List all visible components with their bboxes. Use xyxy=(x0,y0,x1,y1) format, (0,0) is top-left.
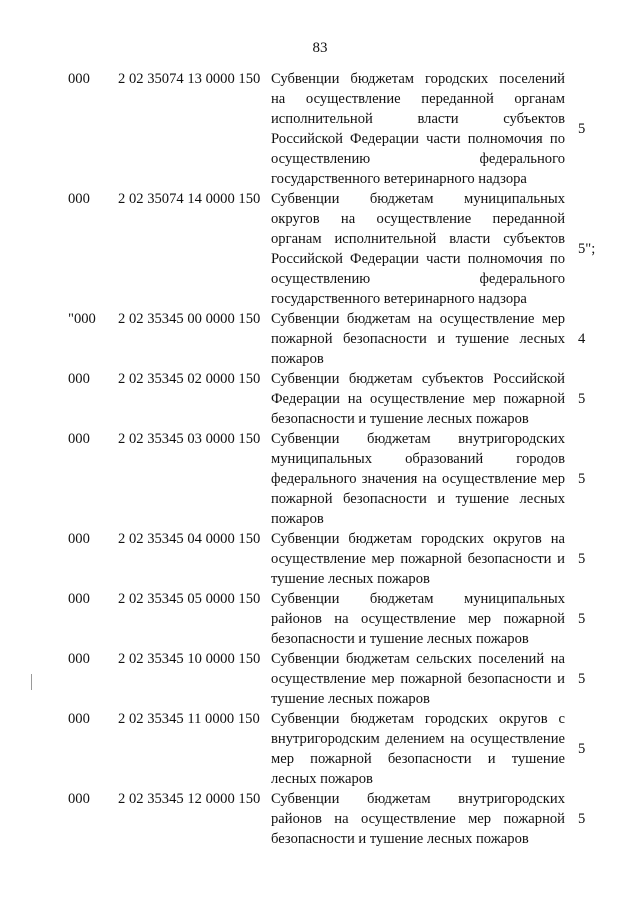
description-line: Субвенции бюджетам муниципальных xyxy=(271,191,565,207)
table-row xyxy=(0,789,640,849)
income-description xyxy=(271,309,565,369)
description-line: осуществление мер пожарной безопасности и xyxy=(271,551,565,567)
income-description xyxy=(271,589,565,649)
income-description xyxy=(271,709,565,789)
budget-classification-code: 2 02 35345 02 0000 150 xyxy=(118,371,261,387)
income-description xyxy=(271,69,565,189)
standard-value: 5"; xyxy=(578,241,596,257)
description-line: пожаров xyxy=(271,351,324,367)
description-line: тушение лесных пожаров xyxy=(271,691,430,707)
owner-code: 000 xyxy=(68,591,90,607)
owner-code: 000 xyxy=(68,711,90,727)
description-line: пожаров xyxy=(271,511,324,527)
description-line: Субвенции бюджетам городских поселений xyxy=(271,71,565,87)
owner-code: 000 xyxy=(68,531,90,547)
budget-classification-code: 2 02 35345 05 0000 150 xyxy=(118,591,261,607)
description-line: государственного ветеринарного надзора xyxy=(271,291,527,307)
income-description xyxy=(271,189,565,309)
description-line: Субвенции бюджетам сельских поселений на xyxy=(271,651,565,667)
table-row xyxy=(0,429,640,529)
table-row xyxy=(0,69,640,189)
description-line: органам исполнительной власти субъектов xyxy=(271,231,565,247)
owner-code: "000 xyxy=(68,311,96,327)
description-line: федерального значения на осуществление мер xyxy=(271,471,565,487)
income-description xyxy=(271,369,565,429)
description-line: Российской Федерации части полномочия по xyxy=(271,131,565,147)
table-row xyxy=(0,649,640,709)
description-line: безопасности и тушение лесных пожаров xyxy=(271,411,529,427)
income-description xyxy=(271,429,565,529)
table-row xyxy=(0,529,640,589)
description-line: исполнительной власти субъектов xyxy=(271,111,565,127)
table-row xyxy=(0,709,640,789)
standard-value: 5 xyxy=(578,811,586,827)
income-description xyxy=(271,789,565,849)
description-line: Субвенции бюджетам субъектов Российской xyxy=(271,371,565,387)
description-line: на осуществление переданной органам xyxy=(271,91,565,107)
description-line: государственного ветеринарного надзора xyxy=(271,171,527,187)
description-line: мер пожарной безопасности и тушение xyxy=(271,751,565,767)
standard-value: 5 xyxy=(578,391,586,407)
description-line: осуществлению федерального xyxy=(271,151,565,167)
description-line: Субвенции бюджетам внутригородских xyxy=(271,431,565,447)
description-line: Субвенции бюджетам городских округов на xyxy=(271,531,565,547)
budget-classification-code: 2 02 35345 03 0000 150 xyxy=(118,431,261,447)
page-number: 83 xyxy=(312,40,328,56)
description-line: Субвенции бюджетам на осуществление мер xyxy=(271,311,565,327)
description-line: лесных пожаров xyxy=(271,771,373,787)
description-line: Российской Федерации части полномочия по xyxy=(271,251,565,267)
budget-classification-code: 2 02 35345 10 0000 150 xyxy=(118,651,261,667)
standard-value: 4 xyxy=(578,331,586,347)
description-line: муниципальных образований городов xyxy=(271,451,565,467)
description-line: Субвенции бюджетам внутригородских xyxy=(271,791,565,807)
description-line: осуществлению федерального xyxy=(271,271,565,287)
description-line: районов на осуществление мер пожарной xyxy=(271,611,565,627)
budget-code-table xyxy=(0,69,640,849)
standard-value: 5 xyxy=(578,741,586,757)
table-row xyxy=(0,309,640,369)
description-line: Федерации на осуществление мер пожарной xyxy=(271,391,565,407)
budget-classification-code: 2 02 35074 13 0000 150 xyxy=(118,71,261,87)
description-line: осуществление мер пожарной безопасности и xyxy=(271,671,565,687)
standard-value: 5 xyxy=(578,671,586,687)
standard-value: 5 xyxy=(578,611,586,627)
description-line: безопасности и тушение лесных пожаров xyxy=(271,831,529,847)
standard-value: 5 xyxy=(578,121,586,137)
description-line: Субвенции бюджетам муниципальных xyxy=(271,591,565,607)
description-line: районов на осуществление мер пожарной xyxy=(271,811,565,827)
budget-classification-code: 2 02 35345 04 0000 150 xyxy=(118,531,261,547)
table-row xyxy=(0,189,640,309)
owner-code: 000 xyxy=(68,651,90,667)
standard-value: 5 xyxy=(578,471,586,487)
description-line: Субвенции бюджетам городских округов с xyxy=(271,711,565,727)
budget-classification-code: 2 02 35345 12 0000 150 xyxy=(118,791,261,807)
income-description xyxy=(271,649,565,709)
owner-code: 000 xyxy=(68,71,90,87)
table-row xyxy=(0,589,640,649)
owner-code: 000 xyxy=(68,191,90,207)
description-line: пожарной безопасности и тушение лесных xyxy=(271,331,565,347)
description-line: пожарной безопасности и тушение лесных xyxy=(271,491,565,507)
table-row xyxy=(0,369,640,429)
budget-classification-code: 2 02 35074 14 0000 150 xyxy=(118,191,261,207)
description-line: внутригородским делением на осуществление xyxy=(271,731,565,747)
income-description xyxy=(271,529,565,589)
owner-code: 000 xyxy=(68,791,90,807)
description-line: тушение лесных пожаров xyxy=(271,571,430,587)
description-line: округов на осуществление переданной xyxy=(271,211,565,227)
budget-classification-code: 2 02 35345 11 0000 150 xyxy=(118,711,260,727)
owner-code: 000 xyxy=(68,371,90,387)
budget-classification-code: 2 02 35345 00 0000 150 xyxy=(118,311,261,327)
description-line: безопасности и тушение лесных пожаров xyxy=(271,631,529,647)
owner-code: 000 xyxy=(68,431,90,447)
standard-value: 5 xyxy=(578,551,586,567)
